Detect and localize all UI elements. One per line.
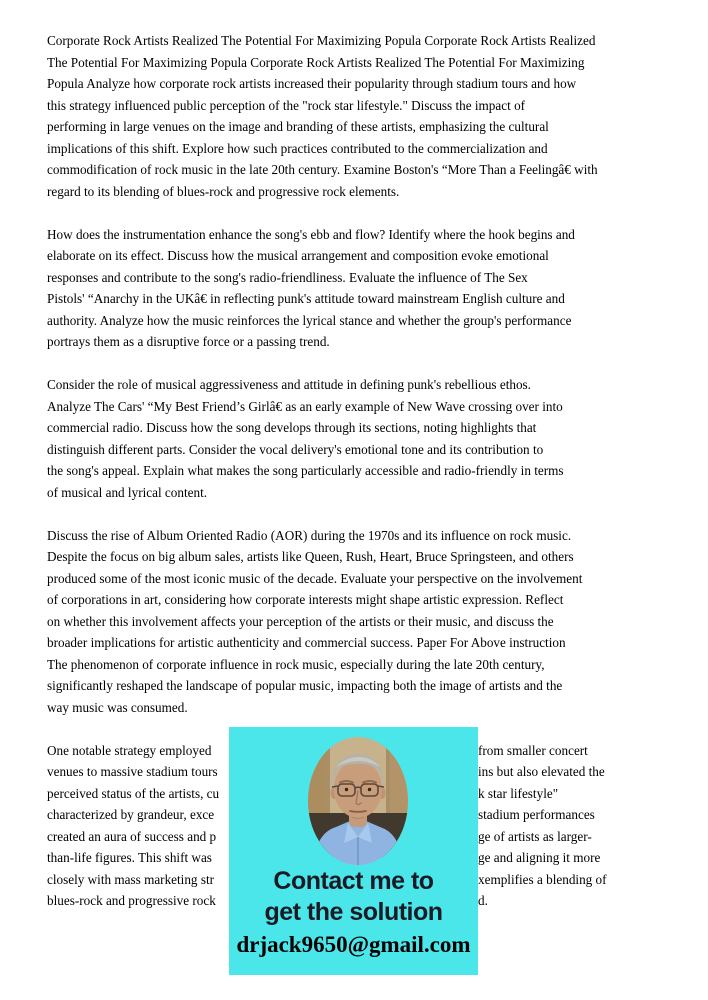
text-fragment-left: perceived status of the artists, cu bbox=[47, 785, 220, 801]
text-line: Corporate Rock Artists Realized The Potential For Maximizing Popula Corporate Rock Artists Realized bbox=[47, 33, 596, 48]
text-line: Discuss the rise of Album Oriented Radio (AOR) during the 1970s and its influence on rock music. bbox=[47, 527, 572, 543]
text-fragment-right: ge and aligning it more bbox=[478, 850, 601, 865]
paragraph bbox=[47, 30, 661, 202]
text-line: How does the instrumentation enhance the song's ebb and flow? Identify where the hook begins and bbox=[47, 226, 575, 242]
text-line: way music was consumed. bbox=[47, 699, 188, 715]
text-fragment-right: xemplifies a blending of bbox=[478, 871, 607, 887]
text-line: Popula Analyze how corporate rock artists increased their popularity through stadium tours and how bbox=[47, 76, 577, 91]
text-line: The Potential For Maximizing Popula Corporate Rock Artists Realized The Potential For Maximizing bbox=[47, 54, 585, 70]
text-line: Pistols' “Anarchy in the UKâ€ in reflecting punk's attitude toward mainstream English culture and bbox=[47, 291, 565, 306]
text-line: Consider the role of musical aggressiveness and attitude in defining punk's rebellious ethos. bbox=[47, 377, 531, 392]
text-line: authority. Analyze how the music reinforces the lyrical stance and whether the group's performance bbox=[47, 312, 572, 328]
text-fragment-right: stadium performances bbox=[478, 807, 595, 822]
text-fragment-left: venues to massive stadium tours bbox=[47, 764, 218, 779]
text-line: regard to its blending of blues-rock and progressive rock elements. bbox=[47, 183, 400, 199]
paragraph bbox=[47, 525, 661, 719]
contact-heading bbox=[229, 866, 478, 928]
text-fragment-left: characterized by grandeur, exce bbox=[47, 807, 215, 822]
text-fragment-right: ins but also elevated the bbox=[478, 764, 605, 779]
contact-email: drjack9650@gmail.com bbox=[236, 932, 471, 957]
man-portrait-icon bbox=[308, 737, 408, 865]
text-fragment-left: created an aura of success and p bbox=[47, 828, 217, 844]
text-line: broader implications for artistic authenticity and commercial success. Paper For Above instruction bbox=[47, 635, 566, 650]
text-line: portrays them as a disruptive force or a passing trend. bbox=[47, 334, 330, 349]
text-line: the song's appeal. Explain what makes the song particularly accessible and radio-friendly in terms bbox=[47, 463, 564, 478]
contact-overlay bbox=[229, 727, 478, 975]
text-line: Despite the focus on big album sales, artists like Queen, Rush, Heart, Bruce Springsteen, and others bbox=[47, 549, 574, 564]
text-fragment-right: from smaller concert bbox=[478, 742, 588, 758]
text-line: commercial radio. Discuss how the song develops through its sections, noting highlights that bbox=[47, 420, 537, 435]
text-fragment-left: closely with mass marketing str bbox=[47, 871, 215, 887]
text-fragment-left: than-life figures. This shift was bbox=[47, 850, 212, 865]
text-fragment-left: blues-rock and progressive rock bbox=[47, 893, 216, 908]
text-line: performing in large venues on the image and branding of these artists, emphasizing the cultural bbox=[47, 119, 549, 134]
paragraph bbox=[47, 224, 661, 353]
text-line: implications of this shift. Explore how such practices contributed to the commercialization and bbox=[47, 140, 548, 156]
text-line: Analyze The Cars' “My Best Friend’s Girlâ€ as an early example of New Wave crossing over into bbox=[47, 398, 563, 414]
text-line: of corporations in art, considering how corporate interests might shape artistic expression. Reflect bbox=[47, 592, 564, 607]
text-line: commodification of rock music in the late 20th century. Examine Boston's “More Than a Feelingâ€ with bbox=[47, 162, 598, 177]
contact-heading-line-2: get the solution bbox=[264, 898, 443, 926]
text-line: this strategy influenced public perception of the "rock star lifestyle." Discuss the impact of bbox=[47, 97, 526, 113]
text-line: responses and contribute to the song's radio-friendliness. Evaluate the influence of The Sex bbox=[47, 269, 528, 285]
text-line: of musical and lyrical content. bbox=[47, 484, 208, 500]
text-line: produced some of the most iconic music of the decade. Evaluate your perspective on the involvement bbox=[47, 570, 583, 586]
text-line: The phenomenon of corporate influence in rock music, especially during the late 20th century, bbox=[47, 656, 545, 672]
paragraph bbox=[47, 374, 661, 503]
text-fragment-left: One notable strategy employed bbox=[47, 742, 212, 758]
text-fragment-right: k star lifestyle" bbox=[478, 785, 559, 801]
text-fragment-right: d. bbox=[478, 893, 488, 908]
text-fragment-right: ge of artists as larger- bbox=[478, 828, 592, 844]
text-line: elaborate on its effect. Discuss how the musical arrangement and composition evoke emotional bbox=[47, 248, 549, 263]
text-line: distinguish different parts. Consider the vocal delivery's emotional tone and its contribution to bbox=[47, 441, 544, 457]
contact-heading-line-1: Contact me to bbox=[273, 867, 434, 895]
contact-photo bbox=[308, 737, 408, 865]
text-line: significantly reshaped the landscape of popular music, impacting both the image of artists and the bbox=[47, 678, 563, 693]
text-line: on whether this involvement affects your perception of the artists or their music, and discuss the bbox=[47, 613, 554, 629]
